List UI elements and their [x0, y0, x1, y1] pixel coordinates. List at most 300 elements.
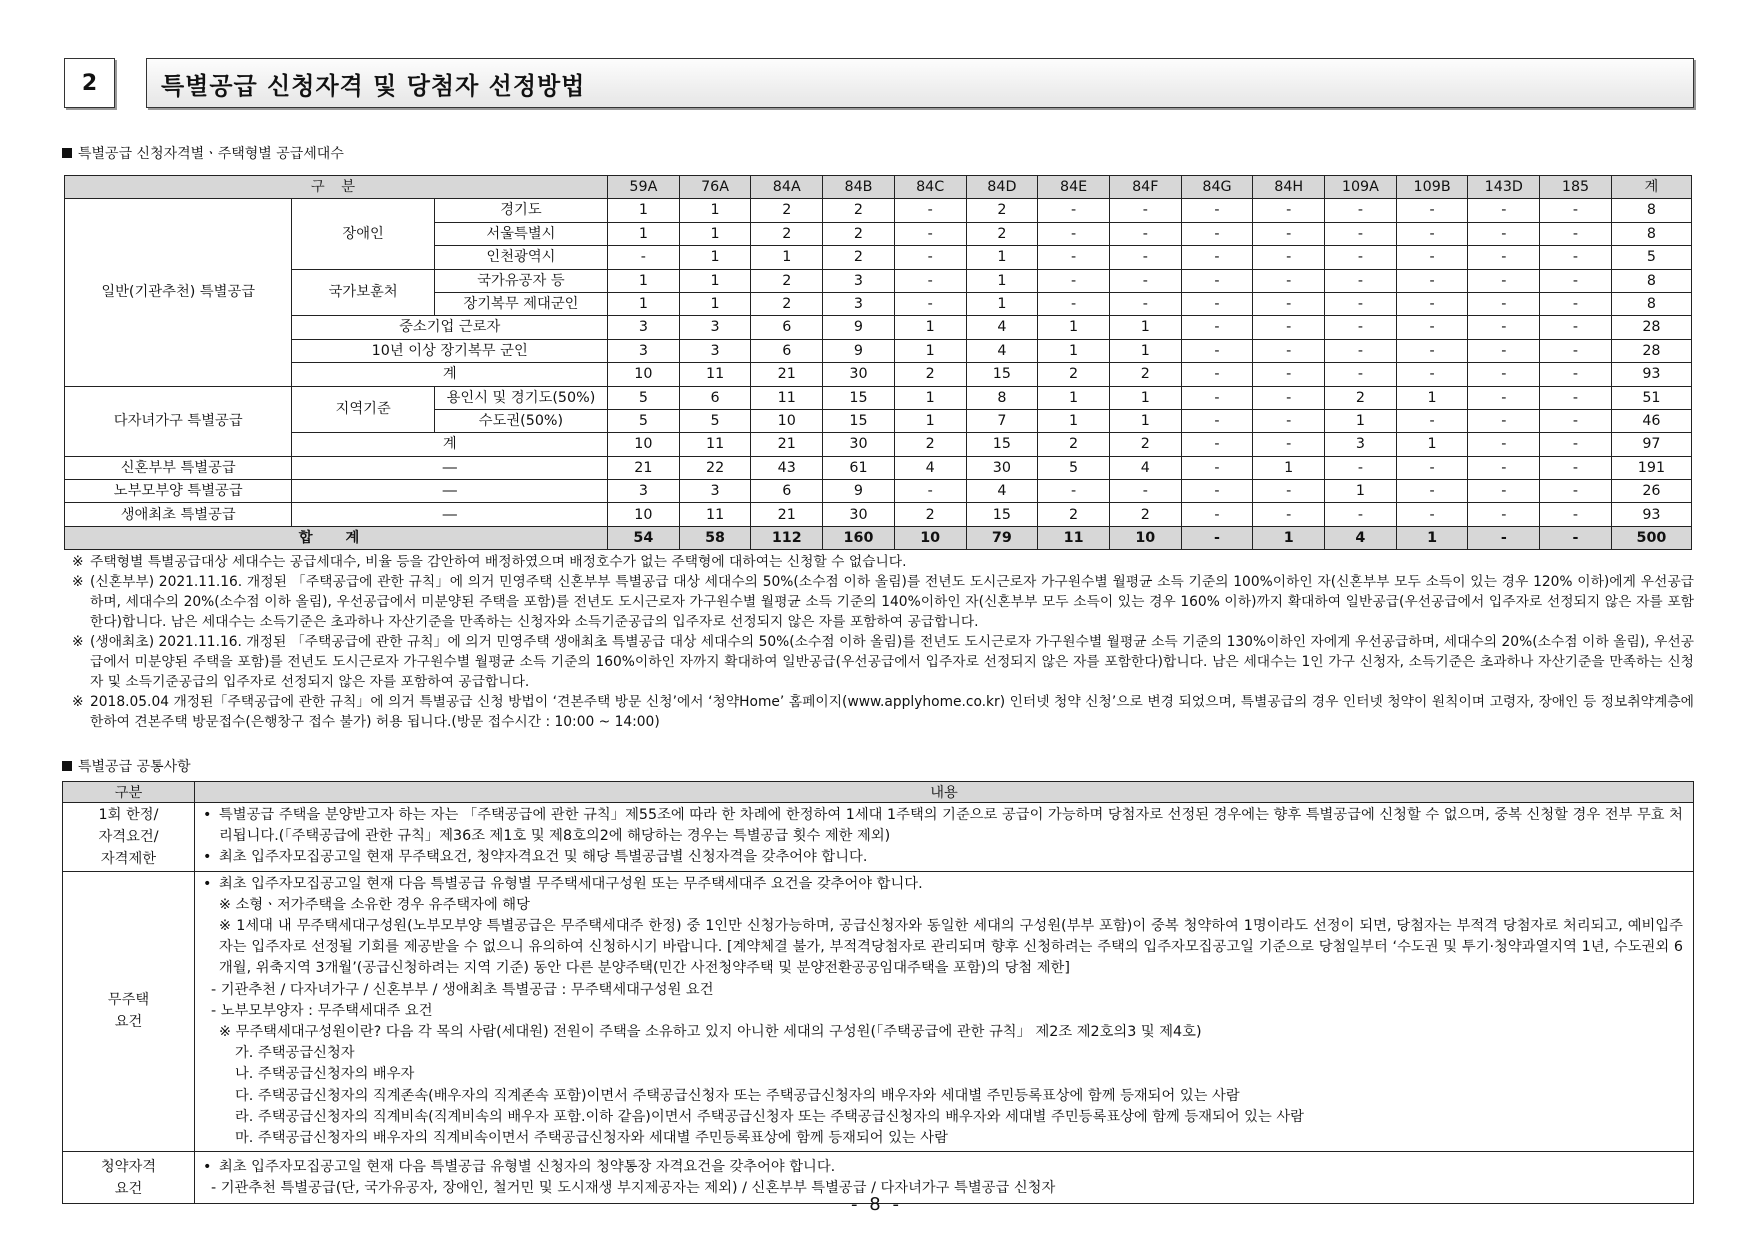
value-cell: 3 [679, 316, 751, 339]
value-cell: 1 [1253, 526, 1325, 549]
content-subscription: • 최초 입주자모집공고일 현재 다음 특별공급 유형별 신청자의 청약통장 자격요건을 갖추어야 합니다. - 기관추천 특별공급(단, 국가유공자, 장애인, 철거민 및 도시재생 부지제공자는 제외) / 신혼부부 특별공급 / 다자녀가구 특별공급 신청자 [195, 1152, 1694, 1204]
value-cell: - [1109, 246, 1181, 269]
value-cell: - [1181, 526, 1253, 549]
group-region: 지역기준 [292, 386, 434, 433]
header-type: 84E [1038, 176, 1110, 199]
header-category: 구분 [63, 782, 195, 803]
value-cell: 2 [823, 246, 895, 269]
value-cell: - [1396, 503, 1468, 526]
value-cell: 1 [679, 199, 751, 222]
value-cell: - [1396, 339, 1468, 362]
table2-heading: 특별공급 공통사항 [62, 756, 191, 776]
category-homeless: 무주택 요건 [63, 871, 195, 1152]
value-cell: 1 [1396, 433, 1468, 456]
row-total-cell: 8 [1611, 292, 1691, 315]
value-cell: - [1540, 433, 1612, 456]
value-cell: - [894, 199, 966, 222]
value-cell: 5 [679, 409, 751, 432]
header-type: 84G [1181, 176, 1253, 199]
header-type: 84H [1253, 176, 1325, 199]
value-cell: - [1396, 409, 1468, 432]
value-cell: 6 [751, 339, 823, 362]
value-cell: - [1038, 269, 1110, 292]
value-cell: - [1181, 409, 1253, 432]
header-total: 계 [1611, 176, 1691, 199]
value-cell: - [1468, 409, 1540, 432]
row-label: 용인시 및 경기도(50%) [434, 386, 607, 409]
value-cell: 30 [823, 363, 895, 386]
value-cell: - [1468, 246, 1540, 269]
row-label: 10년 이상 장기복무 군인 [292, 339, 608, 362]
table-row [65, 199, 1692, 222]
value-cell: 1 [894, 409, 966, 432]
value-cell: 1 [1253, 456, 1325, 479]
value-cell: 4 [966, 316, 1038, 339]
value-cell: 2 [894, 363, 966, 386]
value-cell: - [1396, 316, 1468, 339]
value-cell: 1 [1325, 409, 1397, 432]
value-cell: - [1540, 526, 1612, 549]
row-total-cell: 93 [1611, 363, 1691, 386]
value-cell: - [1540, 503, 1612, 526]
value-cell: - [1253, 339, 1325, 362]
row-label: 계 [292, 363, 608, 386]
value-cell: 1 [1109, 409, 1181, 432]
value-cell: 5 [1038, 456, 1110, 479]
page-number: - 8 - [851, 1194, 902, 1215]
section-title: 특별공급 신청자격 및 당첨자 선정방법 [146, 58, 1694, 108]
value-cell: 112 [751, 526, 823, 549]
value-cell: - [1396, 246, 1468, 269]
value-cell: - [1181, 503, 1253, 526]
row-total-cell: 28 [1611, 339, 1691, 362]
category-subscription: 청약자격 요건 [63, 1152, 195, 1204]
value-cell: - [1253, 409, 1325, 432]
value-cell: 21 [751, 503, 823, 526]
value-cell: 5 [608, 409, 680, 432]
table1-heading: 특별공급 신청자격별ㆍ주택형별 공급세대수 [62, 143, 344, 163]
bullet-icon: • [203, 807, 212, 823]
value-cell: - [1181, 456, 1253, 479]
value-cell: 15 [823, 386, 895, 409]
value-cell: 3 [608, 316, 680, 339]
value-cell: - [1253, 503, 1325, 526]
value-cell: - [1181, 246, 1253, 269]
value-cell: 1 [966, 292, 1038, 315]
notes-block [72, 552, 1694, 732]
value-cell: 58 [679, 526, 751, 549]
value-cell: - [1468, 526, 1540, 549]
value-cell: - [1540, 292, 1612, 315]
header-type: 185 [1540, 176, 1612, 199]
value-cell: 61 [823, 456, 895, 479]
value-cell: 2 [823, 199, 895, 222]
value-cell: - [1109, 269, 1181, 292]
value-cell: 15 [966, 503, 1038, 526]
value-cell: 9 [823, 480, 895, 503]
table-row [65, 363, 1692, 386]
value-cell: 1 [1038, 316, 1110, 339]
row-label: 노부모부양 특별공급 [65, 480, 292, 503]
value-cell: 15 [966, 433, 1038, 456]
content-homeless: • 최초 입주자모집공고일 현재 다음 특별공급 유형별 무주택세대구성원 또는 무주택세대주 요건을 갖추어야 합니다. ※ 소형ㆍ저가주택을 소유한 경우 유주택자에 해당 ※ 1세대 내 무주택세대구성원(노부모부양 특별공급은 무주택세대주 한정) 중 1인만 신청가능하며, 공급신청자와 동일한 세대의 구성원(부부 포함)이 중복 청약하여 1명이라도 선정이 되면, 당첨자는 부적격 당첨자로 처리되고, 예비입주자는 입주자로 선정될 기회를 제공받을 수 없으니 유의하여 신청하시기 바랍니다. [계약체결 불가, 부적격당첨자로 관리되며 향후 신청하려는 주택의 입주자모집공고일 기준으로 당첨일부터 ‘수도권 및 투기·청약과열지역 1년, 수도권외 6개월, 위축지역 3개월’(공급신청하려는 지역 기준) 동안 다른 분양주택(민간 사전청약주택 및 분양전환공공임대주택을 포함)의 당첨 제한] - 기관추천 / 다자녀가구 / 신혼부부 / 생애최초 특별공급 : 무주택세대구성원 요건 - 노부모부양자 : 무주택세대주 요건 ※ 무주택세대구성원이란? 다음 각 목의 사람(세대원) 전원이 주택을 소유하고 있지 아니한 세대의 구성원(「주택공급에 관한 규칙」 제2조 제2호의3 및 제4호) 가. 주택공급신청자 나. 주택공급신청자의 배우자 다. 주택공급신청자의 직계존속(배우자의 직계존속 포함)이면서 주택공급신청자 또는 주택공급신청자의 배우자와 세대별 주민등록표상에 함께 등재되어 있는 사람 라. 주택공급신청자의 직계비속(직계비속의 배우자 포함.이하 같음)이면서 주택공급신청자 또는 주택공급신청자의 배우자와 세대별 주민등록표상에 함께 등재되어 있는 사람 마. 주택공급신청자의 배우자의 직계비속이면서 주택공급신청자와 세대별 주민등록표상에 함께 등재되어 있는 사람 [195, 871, 1694, 1152]
value-cell: - [1325, 292, 1397, 315]
value-cell: 2 [966, 222, 1038, 245]
note-item: ※ (신혼부부) 2021.11.16. 개정된 「주택공급에 관한 규칙」에 의거 민영주택 신혼부부 특별공급 대상 세대수의 50%(소수점 이하 올림)를 전년도 도시근로자 가구원수별 월평균 소득 기준의 100%이하인 자(신혼부부 모두 소득이 있는 경우 120% 이하)에게 우선공급하며, 세대수의 20%(소수점 이하 올림), 우선공급에서 미분양된 주택을 포함)를 전년도 도시근로자 가구원수별 월평균 소득 기준의 140%이하인 자(신혼부부 모두 소득이 있는 경우 160% 이하)까지 확대하여 일반공급(우선공급에서 입주자로 선정되지 않은 자를 포함한다)합니다. 남은 세대수는 소득기준은 초과하나 자산기준을 만족하는 신청자와 소득기준공급의 입주자로 선정되지 않은 자를 포함하여 공급합니다. [72, 574, 1694, 630]
row-total-cell: 26 [1611, 480, 1691, 503]
row-total-cell: 51 [1611, 386, 1691, 409]
value-cell: - [1181, 199, 1253, 222]
value-cell: 160 [823, 526, 895, 549]
table-row [65, 316, 1692, 339]
value-cell: 2 [751, 269, 823, 292]
value-cell: 21 [608, 456, 680, 479]
category-once: 1회 한정/ 자격요건/ 자격제한 [63, 803, 195, 872]
row-total-cell: 93 [1611, 503, 1691, 526]
value-cell: - [1468, 433, 1540, 456]
row-label: 중소기업 근로자 [292, 316, 608, 339]
value-cell: 1 [966, 246, 1038, 269]
common-table [62, 781, 1694, 1204]
value-cell: - [1038, 246, 1110, 269]
value-cell: - [1325, 316, 1397, 339]
value-cell: - [1540, 199, 1612, 222]
row-total-cell: 5 [1611, 246, 1691, 269]
value-cell: - [1253, 199, 1325, 222]
table-row [65, 456, 1692, 479]
value-cell: - [1540, 409, 1612, 432]
value-cell: - [1109, 480, 1181, 503]
value-cell: - [1396, 292, 1468, 315]
value-cell: 2 [1109, 433, 1181, 456]
value-cell: 30 [823, 503, 895, 526]
value-cell: 1 [751, 246, 823, 269]
table-row [65, 269, 1692, 292]
header-type: 84D [966, 176, 1038, 199]
value-cell: - [1468, 386, 1540, 409]
value-cell: - [1038, 222, 1110, 245]
value-cell: - [1468, 316, 1540, 339]
value-cell: - [1468, 456, 1540, 479]
value-cell: - [1540, 363, 1612, 386]
value-cell: - [1181, 222, 1253, 245]
value-cell: - [1109, 222, 1181, 245]
value-cell: 30 [823, 433, 895, 456]
value-cell: - [1325, 339, 1397, 362]
value-cell: 10 [608, 433, 680, 456]
table-row [65, 480, 1692, 503]
row-label: 장기복무 제대군인 [434, 292, 607, 315]
value-cell: - [1253, 222, 1325, 245]
value-cell: 1 [1038, 386, 1110, 409]
row-total-cell: 500 [1611, 526, 1691, 549]
value-cell: 11 [679, 363, 751, 386]
value-cell: 3 [823, 269, 895, 292]
value-cell: - [1253, 363, 1325, 386]
header-type: 84C [894, 176, 966, 199]
value-cell: 5 [608, 386, 680, 409]
value-cell: - [1181, 386, 1253, 409]
value-cell: 6 [751, 480, 823, 503]
value-cell: - [1468, 222, 1540, 245]
value-cell: - [1468, 339, 1540, 362]
value-cell: 43 [751, 456, 823, 479]
value-cell: 1 [1109, 339, 1181, 362]
value-cell: - [1468, 269, 1540, 292]
header-type: 84B [823, 176, 895, 199]
value-cell: 3 [1325, 433, 1397, 456]
value-cell: - [1396, 222, 1468, 245]
value-cell: 3 [608, 480, 680, 503]
value-cell: 9 [823, 316, 895, 339]
row-total-cell: 97 [1611, 433, 1691, 456]
row-label: 서울특별시 [434, 222, 607, 245]
row-label: 생애최초 특별공급 [65, 503, 292, 526]
value-cell: - [1468, 480, 1540, 503]
value-cell: - [1253, 316, 1325, 339]
value-cell: - [1468, 292, 1540, 315]
value-cell: - [1325, 269, 1397, 292]
value-cell: 6 [751, 316, 823, 339]
header-type: 143D [1468, 176, 1540, 199]
value-cell: - [608, 246, 680, 269]
table-row [65, 433, 1692, 456]
value-cell: 4 [1109, 456, 1181, 479]
value-cell: - [1468, 363, 1540, 386]
value-cell: - [894, 269, 966, 292]
row-label: 국가유공자 등 [434, 269, 607, 292]
value-cell: 1 [1109, 316, 1181, 339]
note-item: ※ (생애최초) 2021.11.16. 개정된 「주택공급에 관한 규칙」에 의거 민영주택 생애최초 특별공급 대상 세대수의 50%(소수점 이하 올림)를 전년도 도시근로자 가구원수별 월평균 소득 기준의 130%이하인 자에게 우선공급하며, 세대수의 20%(소수점 이하 올림), 우선공급에서 미분양된 주택을 포함)를 전년도 도시근로자 가구원수별 월평균 소득 기준의 160%이하인 자까지 확대하여 일반공급(우선공급에서 입주자로 선정되지 않은 자를 포함한다)합니다. 남은 세대수는 1인 가구 신청자, 소득기준은 초과하나 자산기준을 만족하는 신청자 및 소득기준공급의 입주자로 선정되지 않은 자를 포함하여 공급합니다. [72, 634, 1694, 690]
value-cell: - [894, 480, 966, 503]
value-cell: - [1540, 269, 1612, 292]
value-cell: 1 [894, 339, 966, 362]
value-cell: 1 [1396, 526, 1468, 549]
value-cell: - [1253, 269, 1325, 292]
value-cell: 10 [751, 409, 823, 432]
table-header-row [63, 782, 1694, 803]
value-cell: 2 [751, 292, 823, 315]
value-cell: - [1396, 456, 1468, 479]
value-cell: 21 [751, 363, 823, 386]
value-cell: 4 [966, 480, 1038, 503]
row-total-cell: 191 [1611, 456, 1691, 479]
value-cell: - [1540, 386, 1612, 409]
value-cell: 4 [1325, 526, 1397, 549]
value-cell: 2 [823, 222, 895, 245]
value-cell: 9 [823, 339, 895, 362]
value-cell: 10 [608, 503, 680, 526]
row-label: 신혼부부 특별공급 [65, 456, 292, 479]
value-cell: 3 [823, 292, 895, 315]
value-cell: - [1253, 386, 1325, 409]
value-cell: 2 [1109, 363, 1181, 386]
group-multi: 다자녀가구 특별공급 [65, 386, 292, 456]
table-row [65, 503, 1692, 526]
value-cell: - [1325, 503, 1397, 526]
table-row [63, 871, 1694, 1152]
value-cell: 11 [679, 503, 751, 526]
supply-table [64, 175, 1692, 550]
value-cell: - [1540, 339, 1612, 362]
value-cell: - [1253, 292, 1325, 315]
value-cell: 1 [1038, 409, 1110, 432]
header-category: 구 분 [65, 176, 608, 199]
value-cell: 1 [894, 316, 966, 339]
group-general: 일반(기관추천) 특별공급 [65, 199, 292, 386]
header-type: 109A [1325, 176, 1397, 199]
bullet-icon: • [203, 1158, 212, 1175]
row-sub: ― [292, 480, 608, 503]
row-label: 경기도 [434, 199, 607, 222]
value-cell: - [1396, 269, 1468, 292]
value-cell: 21 [751, 433, 823, 456]
value-cell: 1 [894, 386, 966, 409]
value-cell: 10 [608, 363, 680, 386]
value-cell: - [1468, 199, 1540, 222]
value-cell: 2 [751, 222, 823, 245]
value-cell: - [1325, 222, 1397, 245]
value-cell: 1 [608, 199, 680, 222]
value-cell: - [894, 246, 966, 269]
row-label: 인천광역시 [434, 246, 607, 269]
value-cell: - [1325, 456, 1397, 479]
value-cell: 1 [679, 269, 751, 292]
value-cell: 1 [679, 292, 751, 315]
value-cell: 11 [751, 386, 823, 409]
value-cell: - [1181, 480, 1253, 503]
value-cell: 1 [608, 269, 680, 292]
total-label: 합 계 [65, 526, 608, 549]
value-cell: 1 [608, 222, 680, 245]
row-label: 수도권(50%) [434, 409, 607, 432]
value-cell: 10 [1109, 526, 1181, 549]
value-cell: - [1540, 222, 1612, 245]
value-cell: - [1253, 433, 1325, 456]
value-cell: 1 [966, 269, 1038, 292]
content-once: • 특별공급 주택을 분양받고자 하는 자는 「주택공급에 관한 규칙」제55조에 따라 한 차례에 한정하여 1세대 1주택의 기준으로 공급이 가능하며 당첨자로 선정된 경우에는 향후 특별공급에 신청할 수 없으며, 중복 신청할 경우 전부 무효 처리됩니다.(「주택공급에 관한 규칙」제36조 제1호 및 제8호의2에 해당하는 경우는 특별공급 횟수 제한 제외) • 최초 입주자모집공고일 현재 무주택요건, 청약자격요건 및 해당 특별공급별 신청자격을 갖추어야 합니다. [195, 803, 1694, 872]
value-cell: - [1325, 199, 1397, 222]
value-cell: - [1109, 199, 1181, 222]
value-cell: - [1540, 316, 1612, 339]
row-total-cell: 8 [1611, 199, 1691, 222]
row-total-cell: 8 [1611, 269, 1691, 292]
value-cell: 2 [966, 199, 1038, 222]
value-cell: - [1540, 456, 1612, 479]
bullet-icon: • [203, 849, 212, 866]
value-cell: - [1253, 246, 1325, 269]
header-content: 내용 [195, 782, 1694, 803]
value-cell: - [1396, 363, 1468, 386]
row-total-cell: 28 [1611, 316, 1691, 339]
value-cell: 3 [608, 339, 680, 362]
value-cell: - [1038, 480, 1110, 503]
value-cell: 7 [966, 409, 1038, 432]
note-item: ※ 주택형별 특별공급대상 세대수는 공급세대수, 비율 등을 감안하여 배정하였으며 배정호수가 없는 주택형에 대하여는 신청할 수 없습니다. [72, 554, 907, 570]
value-cell: - [894, 292, 966, 315]
note-item: ※ 2018.05.04 개정된「주택공급에 관한 규칙」에 의거 특별공급 신청 방법이 ‘견본주택 방문 신청’에서 ‘청약Home’ 홈페이지(www.applyhome.co.kr) 인터넷 청약 신청’으로 변경 되었으며, 특별공급의 경우 인터넷 청약이 원칙이며 고령자, 장애인 등 정보취약계층에 한하여 견본주택 방문접수(은행창구 접수 불가) 허용 됩니다.(방문 접수시간 : 10:00 ~ 14:00) [72, 694, 1694, 730]
value-cell: 11 [1038, 526, 1110, 549]
value-cell: 22 [679, 456, 751, 479]
value-cell: 15 [823, 409, 895, 432]
row-total-cell: 46 [1611, 409, 1691, 432]
value-cell: - [1540, 246, 1612, 269]
section-header [64, 58, 1694, 108]
value-cell: 2 [1109, 503, 1181, 526]
value-cell: - [1396, 199, 1468, 222]
group-veteran: 국가보훈처 [292, 269, 434, 316]
value-cell: - [1325, 246, 1397, 269]
value-cell: 79 [966, 526, 1038, 549]
value-cell: 8 [966, 386, 1038, 409]
square-bullet-icon [62, 148, 72, 158]
value-cell: 1 [608, 292, 680, 315]
bullet-icon: • [203, 875, 212, 892]
value-cell: 3 [679, 339, 751, 362]
value-cell: - [1181, 339, 1253, 362]
value-cell: - [1038, 292, 1110, 315]
row-total-cell: 8 [1611, 222, 1691, 245]
value-cell: - [1468, 503, 1540, 526]
value-cell: 4 [894, 456, 966, 479]
value-cell: - [1181, 363, 1253, 386]
value-cell: 2 [1325, 386, 1397, 409]
value-cell: 10 [894, 526, 966, 549]
value-cell: - [1181, 269, 1253, 292]
value-cell: - [1181, 292, 1253, 315]
table-row [63, 803, 1694, 872]
header-type: 109B [1396, 176, 1468, 199]
header-type: 76A [679, 176, 751, 199]
table-row [65, 339, 1692, 362]
value-cell: - [1396, 480, 1468, 503]
value-cell: 4 [966, 339, 1038, 362]
value-cell: - [1325, 363, 1397, 386]
value-cell: 2 [894, 503, 966, 526]
table-header-row [65, 176, 1692, 199]
header-type: 84F [1109, 176, 1181, 199]
value-cell: - [1540, 480, 1612, 503]
value-cell: 11 [679, 433, 751, 456]
value-cell: 1 [1038, 339, 1110, 362]
value-cell: 6 [679, 386, 751, 409]
value-cell: - [894, 222, 966, 245]
header-type: 59A [608, 176, 680, 199]
square-bullet-icon [62, 761, 72, 771]
value-cell: 1 [1109, 386, 1181, 409]
value-cell: 2 [1038, 363, 1110, 386]
value-cell: 2 [894, 433, 966, 456]
value-cell: 1 [1325, 480, 1397, 503]
value-cell: - [1181, 316, 1253, 339]
value-cell: - [1038, 199, 1110, 222]
value-cell: 2 [1038, 433, 1110, 456]
value-cell: 1 [1396, 386, 1468, 409]
value-cell: 1 [679, 222, 751, 245]
value-cell: - [1109, 292, 1181, 315]
group-disabled: 장애인 [292, 199, 434, 269]
value-cell: 54 [608, 526, 680, 549]
row-label: 계 [292, 433, 608, 456]
value-cell: 30 [966, 456, 1038, 479]
value-cell: 2 [1038, 503, 1110, 526]
row-sub: ― [292, 456, 608, 479]
value-cell: 3 [679, 480, 751, 503]
total-row [65, 526, 1692, 549]
value-cell: - [1181, 433, 1253, 456]
section-number: 2 [64, 58, 115, 108]
value-cell: 1 [679, 246, 751, 269]
